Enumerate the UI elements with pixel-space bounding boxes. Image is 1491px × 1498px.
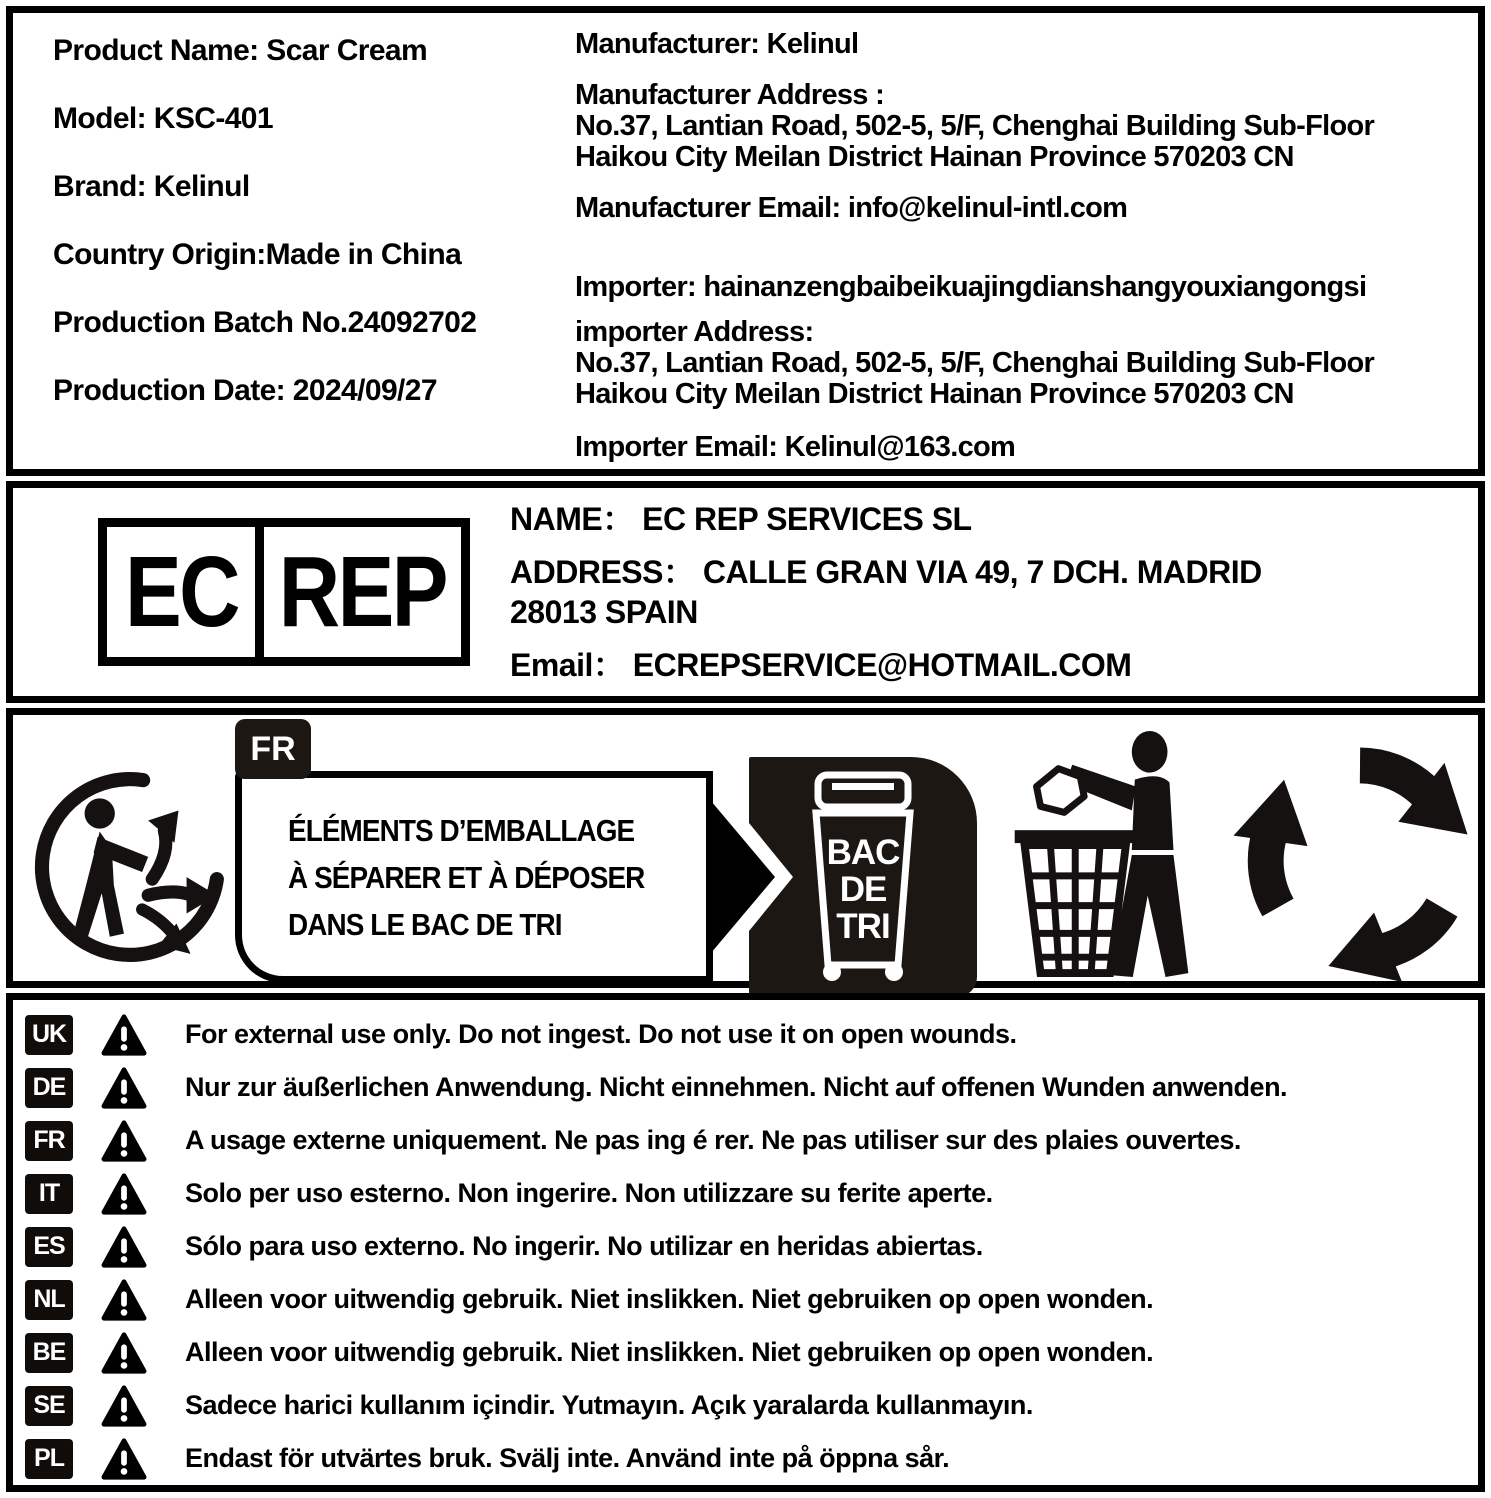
warning-text-es: Sólo para uso externo. No ingerir. No utilizar en heridas abiertas. <box>185 1231 983 1261</box>
banner-line-3: DANS LE BAC DE TRI <box>288 906 562 942</box>
warning-text-be: Alleen voor uitwendig gebruik. Niet inslikken. Niet gebruiken op open wonden. <box>185 1337 1154 1367</box>
language-chip-fr: FR <box>25 1121 73 1161</box>
manufacturer-email: Manufacturer Email: info@kelinul-intl.com <box>575 192 1128 224</box>
product-details <box>13 13 553 469</box>
tri-sorting-banner <box>235 771 713 983</box>
importer-email: Importer Email: Kelinul@163.com <box>575 431 1016 463</box>
fr-badge-label: FR <box>250 729 296 768</box>
warning-row-se <box>25 1379 1478 1432</box>
importer-address-line1: No.37, Lantian Road, 502-5, 5/F, Chenghai Building Sub-Floor <box>575 347 1375 379</box>
ec-rep-name: NAME： EC REP SERVICES SL <box>510 501 972 537</box>
ec-rep-section <box>6 481 1485 703</box>
ec-rep-symbol-rep: REP <box>279 536 447 648</box>
manufacturer-address-label: Manufacturer Address : <box>575 79 885 111</box>
warning-text-pl: Endast för utvärtes bruk. Svälj inte. Använd inte på öppna sår. <box>185 1443 950 1473</box>
language-chip-it: IT <box>25 1174 73 1214</box>
ec-rep-address-line1: ADDRESS： CALLE GRAN VIA 49, 7 DCH. MADRID <box>510 554 1262 590</box>
warning-row-be <box>25 1326 1478 1379</box>
importer-name: Importer: hainanzengbaibeikuajingdianshangyouxiangongsi <box>575 271 1367 303</box>
warning-triangle-icon <box>101 1013 147 1057</box>
banner-line-2: À SÉPARER ET À DÉPOSER <box>288 859 645 895</box>
warning-row-pl <box>25 1432 1478 1485</box>
bin-text-line2: DE <box>839 870 887 909</box>
warning-triangle-icon <box>101 1225 147 1269</box>
manufacturer-name: Manufacturer: Kelinul <box>575 28 859 60</box>
manufacturer-address-line1: No.37, Lantian Road, 502-5, 5/F, Chenghai Building Sub-Floor <box>575 110 1375 142</box>
language-chip-nl: NL <box>25 1280 73 1320</box>
language-chip-se: SE <box>25 1386 73 1426</box>
manufacturer-importer-details <box>553 13 1478 469</box>
warning-triangle-icon <box>101 1384 147 1428</box>
importer-address-label: importer Address: <box>575 316 814 348</box>
banner-line-1: ÉLÉMENTS D’EMBALLAGE <box>288 812 635 848</box>
ec-rep-address-line2: 28013 SPAIN <box>510 594 698 630</box>
warning-row-it <box>25 1167 1478 1220</box>
recycling-section <box>6 708 1485 988</box>
warning-row-nl <box>25 1273 1478 1326</box>
language-chip-uk: UK <box>25 1015 73 1055</box>
language-chip-pl: PL <box>25 1439 73 1479</box>
ec-rep-symbol-icon <box>98 518 470 666</box>
warning-triangle-icon <box>101 1119 147 1163</box>
product-info-section <box>6 6 1485 476</box>
warning-triangle-icon <box>101 1437 147 1481</box>
language-chip-be: BE <box>25 1333 73 1373</box>
language-chip-es: ES <box>25 1227 73 1267</box>
ec-rep-details <box>510 499 1262 685</box>
warning-triangle-icon <box>101 1278 147 1322</box>
triman-recycling-icon <box>29 765 231 969</box>
recycle-mobius-loop-icon <box>1229 727 1491 983</box>
warning-row-es <box>25 1220 1478 1273</box>
warning-triangle-icon <box>101 1331 147 1375</box>
fr-country-badge <box>235 719 311 779</box>
ec-rep-symbol-ec: EC <box>124 536 238 648</box>
warning-triangle-icon <box>101 1066 147 1110</box>
manufacturer-address-line2: Haikou City Meilan District Hainan Province 570203 CN <box>575 141 1294 173</box>
warning-text-it: Solo per uso esterno. Non ingerire. Non utilizzare su ferite aperte. <box>185 1178 993 1208</box>
warning-text-se: Sadece harici kullanım içindir. Yutmayın. Açık yaralarda kullanmayın. <box>185 1390 1033 1420</box>
product-brand: Brand: Kelinul <box>53 170 250 203</box>
tidyman-disposal-icon <box>998 725 1213 985</box>
warning-text-fr: A usage externe uniquement. Ne pas ing é rer. Ne pas utiliser sur des plaies ouvertes. <box>185 1125 1241 1155</box>
warning-row-fr <box>25 1114 1478 1167</box>
bac-de-tri-bin-icon <box>788 769 938 985</box>
bin-text-line1: BAC <box>826 833 900 872</box>
importer-address-line2: Haikou City Meilan District Hainan Province 570203 CN <box>575 378 1294 410</box>
warnings-section <box>6 993 1485 1492</box>
warning-row-uk <box>25 1008 1478 1061</box>
warning-text-de: Nur zur äußerlichen Anwendung. Nicht einnehmen. Nicht auf offenen Wunden anwenden. <box>185 1072 1288 1102</box>
product-model: Model: KSC-401 <box>53 102 273 135</box>
bac-de-tri-block <box>749 757 977 997</box>
bin-text-line3: TRI <box>836 907 890 946</box>
ec-rep-email: Email： ECREPSERVICE@HOTMAIL.COM <box>510 647 1132 683</box>
production-batch: Production Batch No.24092702 <box>53 306 477 339</box>
warning-text-nl: Alleen voor uitwendig gebruik. Niet inslikken. Niet gebruiken op open wonden. <box>185 1284 1154 1314</box>
language-chip-de: DE <box>25 1068 73 1108</box>
warning-triangle-icon <box>101 1172 147 1216</box>
country-origin: Country Origin:Made in China <box>53 238 462 271</box>
production-date: Production Date: 2024/09/27 <box>53 374 437 407</box>
product-name: Product Name: Scar Cream <box>53 34 428 67</box>
warning-text-uk: For external use only. Do not ingest. Do not use it on open wounds. <box>185 1019 1017 1049</box>
warning-row-de <box>25 1061 1478 1114</box>
